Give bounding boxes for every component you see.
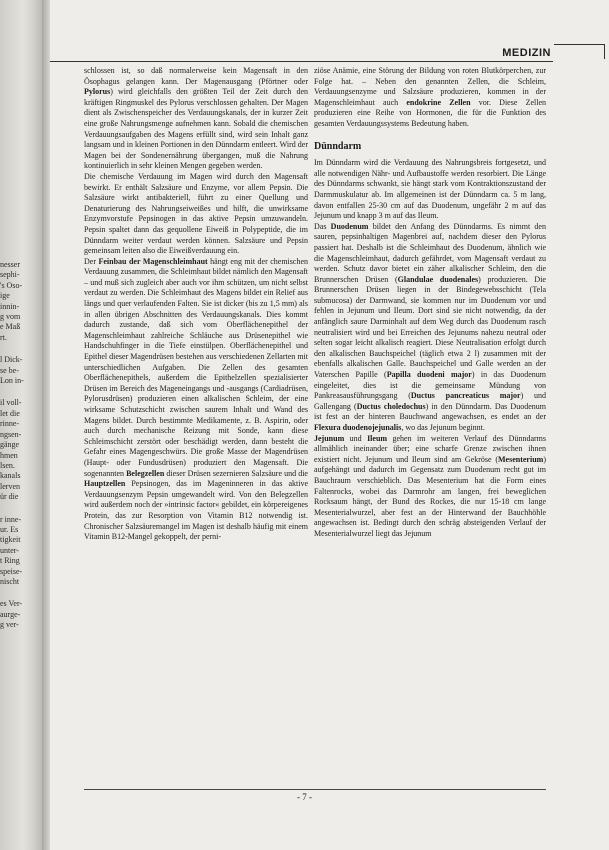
paragraph bbox=[314, 222, 546, 434]
bold-term: Ductus pancreaticus major bbox=[410, 391, 521, 401]
gutter-fragment: rinne- bbox=[0, 419, 20, 429]
bold-term: Ileum bbox=[367, 433, 388, 443]
gutter-fragment: nischt bbox=[0, 576, 20, 586]
bold-term: endokrine Zellen bbox=[406, 97, 471, 107]
gutter-fragment: sephi- bbox=[0, 270, 20, 280]
paragraph bbox=[314, 434, 546, 540]
gutter-fragment: g vom bbox=[0, 312, 21, 322]
gutter-fragment: kanals bbox=[0, 471, 21, 481]
gutter-fragment bbox=[0, 386, 44, 398]
text-run: gehen im weiteren Verlauf des Dünndarms allmählich ineinander über; eine scharfe Grenze zwischen ihnen existiert nicht. Jejunum und Ileum sind am Gekröse ( bbox=[314, 433, 546, 464]
paragraph bbox=[84, 257, 308, 543]
section-heading: Dünndarm bbox=[314, 140, 362, 152]
bold-term: Mesenterium bbox=[498, 454, 544, 464]
gutter-fragment: tigkeit bbox=[0, 535, 21, 545]
gutter-fragment: lerven bbox=[0, 481, 20, 491]
paragraph bbox=[84, 172, 308, 257]
gutter-fragment: il voll- bbox=[0, 398, 22, 408]
text-run: Pepsinogen, das im Mageninneren in das aktive Verdauungsenzym Pepsin umgewandelt wird. Von den Belegzellen wird außerdem noch der »intrinsic factor« gebildet, ein körpereigenes Protein, das zur Resorption von Vitamin B12 notwendig ist. Chronischer Salzsäuremangel im Magen ist deshalb häufig mit einem Vitamin B12-Mangel gekoppelt, der perni- bbox=[84, 479, 308, 542]
bold-term: Belegzellen bbox=[126, 468, 165, 478]
gutter-fragment: es Ver- bbox=[0, 599, 23, 609]
paragraph bbox=[84, 66, 308, 172]
bold-term: Pylorus bbox=[84, 87, 111, 97]
text-run: Das bbox=[314, 221, 331, 231]
gutter-fragment bbox=[0, 587, 44, 599]
text-run: ziöse Anämie, eine Störung der Bildung von roten Blutkörperchen, zur Folge hat. – Neben den genannten Zellen, die Schleim, Verdauungsenzyme und Salzsäure produzieren, kommen in der Magenschleimhaut auch bbox=[314, 66, 546, 107]
previous-page-text-fragments bbox=[0, 260, 44, 631]
text-run: ) in den Dünndarm. Das Duodenum ist fest an der hinteren Bauchwand angewachsen, es endet an der bbox=[314, 401, 546, 422]
gutter-fragment: let die bbox=[0, 408, 20, 418]
paragraph bbox=[314, 66, 546, 130]
page-number: - 7 - bbox=[297, 792, 312, 802]
gutter-fragment: unter- bbox=[0, 545, 19, 555]
text-run: ) wird gleichfalls den größten Teil der Zeit durch den kräftigen Ringmuskel des Pylorus verschlossen gehalten. Der Magen dient als Zwischenspeicher des Verdauungskanals, der in kurzer Zeit eine große Nahrungsmenge aufnehmen kann. Sobald die chemischen Verdauungsaufgaben des Magens erfüllt sind, wird sein Inhalt ganz langsam und in kleinen Portionen in den Dünndarm entleert. Wird der Magen bei der Sondenernährung übergangen, muß die Nahrung kontinuierlich in sehr kleinen Mengen gegeben werden. bbox=[84, 87, 308, 171]
text-run: dieser Drüsen sezernieren Salzsäure und die bbox=[164, 468, 308, 478]
gutter-fragment: ige bbox=[0, 291, 10, 301]
gutter-fragment: rt. bbox=[0, 332, 7, 342]
text-run: Der bbox=[84, 256, 99, 266]
bold-term: Glandulae duodenales bbox=[397, 274, 479, 284]
text-run: und bbox=[344, 433, 368, 443]
text-run: ) aufgehängt und dadurch im Gegensatz zum Duodenum recht gut im Bauchraum verschieblich. Das Mesenterium hat die Form eines Faltenrocks, wobei das Darmrohr am langen, frei beweglichen Rocksaum hängt, der Bund des Rockes, die nur 15-18 cm lange Mesenterialwurzel, aber fest an der Hinterwand der Bauchhöhle angewachsen ist. Bedingt durch den schräg absteigenden Verlauf der Mesenterialwurzel liegt das Jejunum bbox=[314, 454, 546, 538]
text-run: Im Dünndarm wird die Verdauung des Nahrungsbreis fortgesetzt, und alle notwendigen Nähr- und Aufbaustoffe werden resorbiert. Die Länge des Dünndarms schwankt, sie hängt stark vom Kontraktionszustand der Darmmuskulatur ab. Im allgemeinen ist der Dünndarm ca. 5 m lang, davon entfallen 25-30 cm auf das Duodenum, ungefähr 2 m auf das Jejunum und knapp 3 m auf das Ileum. bbox=[314, 158, 546, 221]
gutter-fragment: g ver- bbox=[0, 620, 19, 630]
bold-term: Ductus choledochus bbox=[356, 401, 426, 411]
gutter-fragment: ur. Es bbox=[0, 524, 19, 534]
bold-term: Duodenum bbox=[330, 221, 369, 231]
paragraph bbox=[314, 158, 546, 222]
header-rule-corner bbox=[554, 44, 605, 59]
section-title: MEDIZIN bbox=[502, 47, 551, 59]
gutter-fragment: nesser bbox=[0, 260, 20, 269]
gutter-fragment: lsen. bbox=[0, 460, 15, 470]
text-run: Die chemische Verdauung im Magen wird durch den Magensaft bewirkt. Er enthält Salzsäure und Enzyme, vor allem Pepsin. Die Salzsäure wirkt antibakteriell, führt zu einer Quellung und Denaturierung des Nahrungseiweißes und hilft, die unwirksame Enzymvorstufe Pepsinogen in das aktive Pepsin umzuwandeln. Pepsin spaltet dann das gequollene Eiweiß in Polypeptide, die im Dünndarm weiter verdaut werden können. Salzsäure und Pepsin gemeinsam leiten also die Eiweißverdauung ein. bbox=[84, 171, 308, 256]
gutter-fragment: Lon in- bbox=[0, 376, 24, 386]
gutter-fragment: ngsen- bbox=[0, 429, 22, 439]
text-column-right bbox=[314, 66, 546, 540]
gutter-fragment: speise- bbox=[0, 566, 23, 576]
gutter-fragment: se be- bbox=[0, 365, 19, 375]
gutter-fragment: innin- bbox=[0, 301, 20, 311]
gutter-fragment: t Ring bbox=[0, 556, 20, 566]
text-run: ) produzieren. Die Brunnerschen Drüsen liegen in der Bindegewebsschicht (Tela submucosa) der Darmwand, sie kommen nur im Duodenum vor und fehlen in Jejunum und Ileum. Dort sind sie nicht notwendig, da der anfänglich saure Darminhalt auf dem Weg durch das Duodenum rasch neutralisiert wird und bei Erreichen des Jejunums nahezu neutral oder selten sogar leicht alkalisch reagiert. Diese Neutralisation erfolgt durch den alkalischen Bauchspeichel (täglich etwa 2 l) zusammen mit der ebenfalls alkalischen Galle. Bauchspeichel und Galle werden an der Vaterschen Papille ( bbox=[314, 274, 546, 380]
text-column-left bbox=[84, 66, 308, 543]
bold-term: Feinbau der Magenschleimhaut bbox=[98, 256, 208, 266]
gutter-fragment: gänge bbox=[0, 440, 20, 450]
running-header bbox=[50, 46, 553, 62]
text-run: ) und Gallengang ( bbox=[314, 391, 546, 411]
footer-rule bbox=[84, 789, 546, 790]
gutter-fragment: l Dick- bbox=[0, 355, 23, 365]
text-run: ) in das Duodenum eingeleitet, dies ist die gemeinsame Mündung von Pankreasausführungsgang ( bbox=[314, 370, 546, 401]
text-run: hängt eng mit der chemischen Verdauung zusammen, die Schleimhaut bildet nämlich den Magensaft – und muß sich zugleich aber auch vor ihm schützen, um nicht selbst verdaut zu werden. Die Schleimhaut des Magens bildet ein Relief aus längs und quer verlaufenden Falten. Sie ist dicker (bis zu 1,5 mm) als in allen übrigen Abschnitten des Verdauungskanals. Dies kommt dadurch zustande, daß sich vom Oberflächenepithel der Magenschleimhaut zahlreiche Schläuche aus Drüsenepithel wie Handschuhfinger in die Tiefe einstülpen. Oberflächenepithel und Epithel dieser Magendrüsen bestehen aus verschiedenen Zellarten mit unterschiedlichen Aufgaben. Die Zellen des gesamten Oberflächenepithels, außerdem die Epithelzellen spezialisierter Drüsen im Bereich des Mageneingangs und -ausgangs (Cardiadrüsen, Pylorusdrüsen) produzieren einen alkalischen Schleim, der eine wirksame Schutzschicht zwischen saurem Inhalt und Wand des Magens bildet. Durch bestimmte Medikamente, z. B. Aspirin, oder auch durch mechanische Reizung mit Sonde, kann diese Schleimschicht zerstört oder beschädigt werden, dann besteht die Gefahr eines Magengeschwürs. Die große Masse der Magendrüsen (Haupt- oder Fundusdrüsen) produziert den Magensaft. Die sogenannten bbox=[84, 256, 308, 478]
text-run: , wo das Jejunum beginnt. bbox=[401, 423, 485, 432]
bold-term: Jejunum bbox=[314, 433, 345, 443]
gutter-fragment bbox=[0, 343, 44, 355]
gutter-fragment: aurge- bbox=[0, 609, 21, 619]
gutter-fragment bbox=[0, 503, 44, 515]
text-run: vor. Diese Zellen produzieren eine Reihe von Hormonen, die für die Funktion des gesamten Verdauungssystems Bedeutung haben. bbox=[314, 97, 546, 128]
gutter-fragment: hmen bbox=[0, 450, 18, 460]
bold-term: Hauptzellen bbox=[84, 479, 126, 489]
bold-term: Papilla duodeni major bbox=[386, 370, 472, 380]
text-run: bildet den Anfang des Dünndarms. Es nimmt den sauren, pepsinhaltigen Magenbrei auf, nachdem dieser den Pylorus passiert hat. Deshalb ist die Schleimhaut des Duodenum, ähnlich wie die Magenschleimhaut, dadurch gefährdet, vom Magensaft verdaut zu werden. Schutz davor bietet ein zäher alkalischer Schleim, den die Brunnerschen Drüsen ( bbox=[314, 221, 546, 284]
gutter-fragment: 's Oso- bbox=[0, 280, 23, 290]
gutter-fragment: ür die bbox=[0, 492, 19, 502]
text-run: schlossen ist, so daß normalerweise kein Magensaft in den Ösophagus gelangen kann. Der Magenausgang (Pförtner oder bbox=[84, 66, 308, 86]
gutter-fragment: r inne- bbox=[0, 514, 22, 524]
bold-term: Flexura duodenojejunalis bbox=[314, 423, 402, 432]
gutter-fragment: e Maß bbox=[0, 322, 21, 332]
